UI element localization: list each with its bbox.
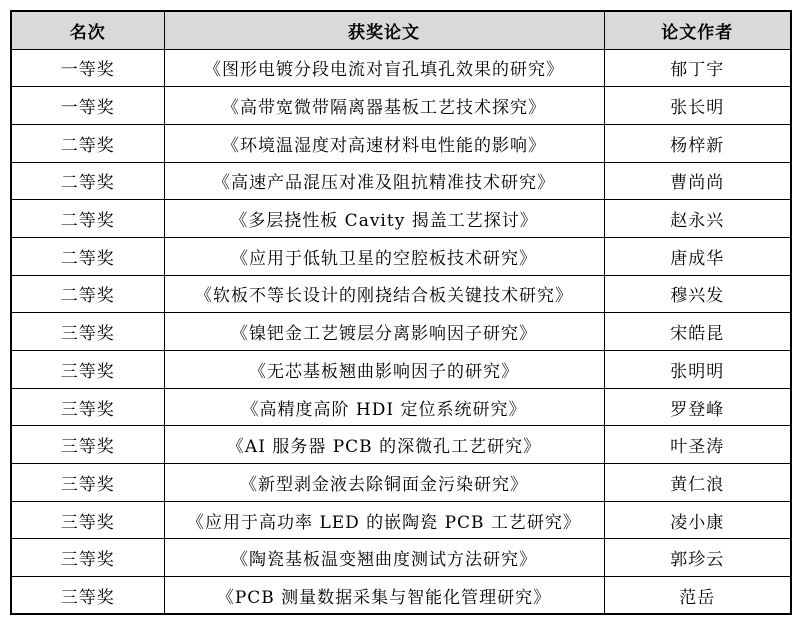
paper-cell: 《无芯基板翘曲影响因子的研究》 [164, 351, 604, 389]
header-paper: 获奖论文 [164, 11, 604, 49]
author-cell: 穆兴发 [604, 275, 791, 313]
table-header-row [11, 11, 791, 49]
table-row [11, 539, 791, 577]
paper-cell: 《高精度高阶 HDI 定位系统研究》 [164, 388, 604, 426]
paper-cell: 《多层挠性板 Cavity 揭盖工艺探讨》 [164, 200, 604, 238]
author-cell: 张明明 [604, 351, 791, 389]
paper-cell: 《新型剥金液去除铜面金污染研究》 [164, 464, 604, 502]
rank-cell: 三等奖 [11, 426, 164, 464]
paper-cell: 《镍钯金工艺镀层分离影响因子研究》 [164, 313, 604, 351]
rank-cell: 二等奖 [11, 124, 164, 162]
rank-cell: 三等奖 [11, 577, 164, 615]
table-row [11, 162, 791, 200]
author-cell: 凌小康 [604, 501, 791, 539]
author-cell: 张长明 [604, 87, 791, 125]
rank-cell: 二等奖 [11, 162, 164, 200]
paper-cell: 《图形电镀分段电流对盲孔填孔效果的研究》 [164, 49, 604, 87]
table-row [11, 464, 791, 502]
table-row [11, 200, 791, 238]
rank-cell: 二等奖 [11, 275, 164, 313]
rank-cell: 三等奖 [11, 539, 164, 577]
paper-cell: 《应用于高功率 LED 的嵌陶瓷 PCB 工艺研究》 [164, 501, 604, 539]
author-cell: 罗登峰 [604, 388, 791, 426]
author-cell: 赵永兴 [604, 200, 791, 238]
rank-cell: 三等奖 [11, 388, 164, 426]
table-row [11, 49, 791, 87]
paper-cell: 《环境温湿度对高速材料电性能的影响》 [164, 124, 604, 162]
table-row [11, 313, 791, 351]
header-rank: 名次 [11, 11, 164, 49]
rank-cell: 一等奖 [11, 87, 164, 125]
rank-cell: 三等奖 [11, 351, 164, 389]
rank-cell: 二等奖 [11, 200, 164, 238]
author-cell: 郭珍云 [604, 539, 791, 577]
rank-cell: 三等奖 [11, 313, 164, 351]
table-row [11, 388, 791, 426]
awards-table [10, 10, 792, 615]
paper-cell: 《陶瓷基板温变翘曲度测试方法研究》 [164, 539, 604, 577]
author-cell: 杨梓新 [604, 124, 791, 162]
rank-cell: 二等奖 [11, 237, 164, 275]
table-row [11, 275, 791, 313]
author-cell: 唐成华 [604, 237, 791, 275]
rank-cell: 一等奖 [11, 49, 164, 87]
paper-cell: 《AI 服务器 PCB 的深微孔工艺研究》 [164, 426, 604, 464]
author-cell: 黄仁浪 [604, 464, 791, 502]
table-row [11, 351, 791, 389]
table-row [11, 577, 791, 615]
paper-cell: 《软板不等长设计的刚挠结合板关键技术研究》 [164, 275, 604, 313]
rank-cell: 三等奖 [11, 501, 164, 539]
rank-cell: 三等奖 [11, 464, 164, 502]
paper-cell: 《PCB 测量数据采集与智能化管理研究》 [164, 577, 604, 615]
table-row [11, 87, 791, 125]
author-cell: 郁丁宇 [604, 49, 791, 87]
table-row [11, 124, 791, 162]
author-cell: 叶圣涛 [604, 426, 791, 464]
author-cell: 宋皓昆 [604, 313, 791, 351]
header-author: 论文作者 [604, 11, 791, 49]
table-body [11, 49, 791, 614]
table-row [11, 501, 791, 539]
table-row [11, 237, 791, 275]
table-row [11, 426, 791, 464]
paper-cell: 《高速产品混压对准及阻抗精准技术研究》 [164, 162, 604, 200]
author-cell: 范岳 [604, 577, 791, 615]
paper-cell: 《高带宽微带隔离器基板工艺技术探究》 [164, 87, 604, 125]
author-cell: 曹尚尚 [604, 162, 791, 200]
paper-cell: 《应用于低轨卫星的空腔板技术研究》 [164, 237, 604, 275]
